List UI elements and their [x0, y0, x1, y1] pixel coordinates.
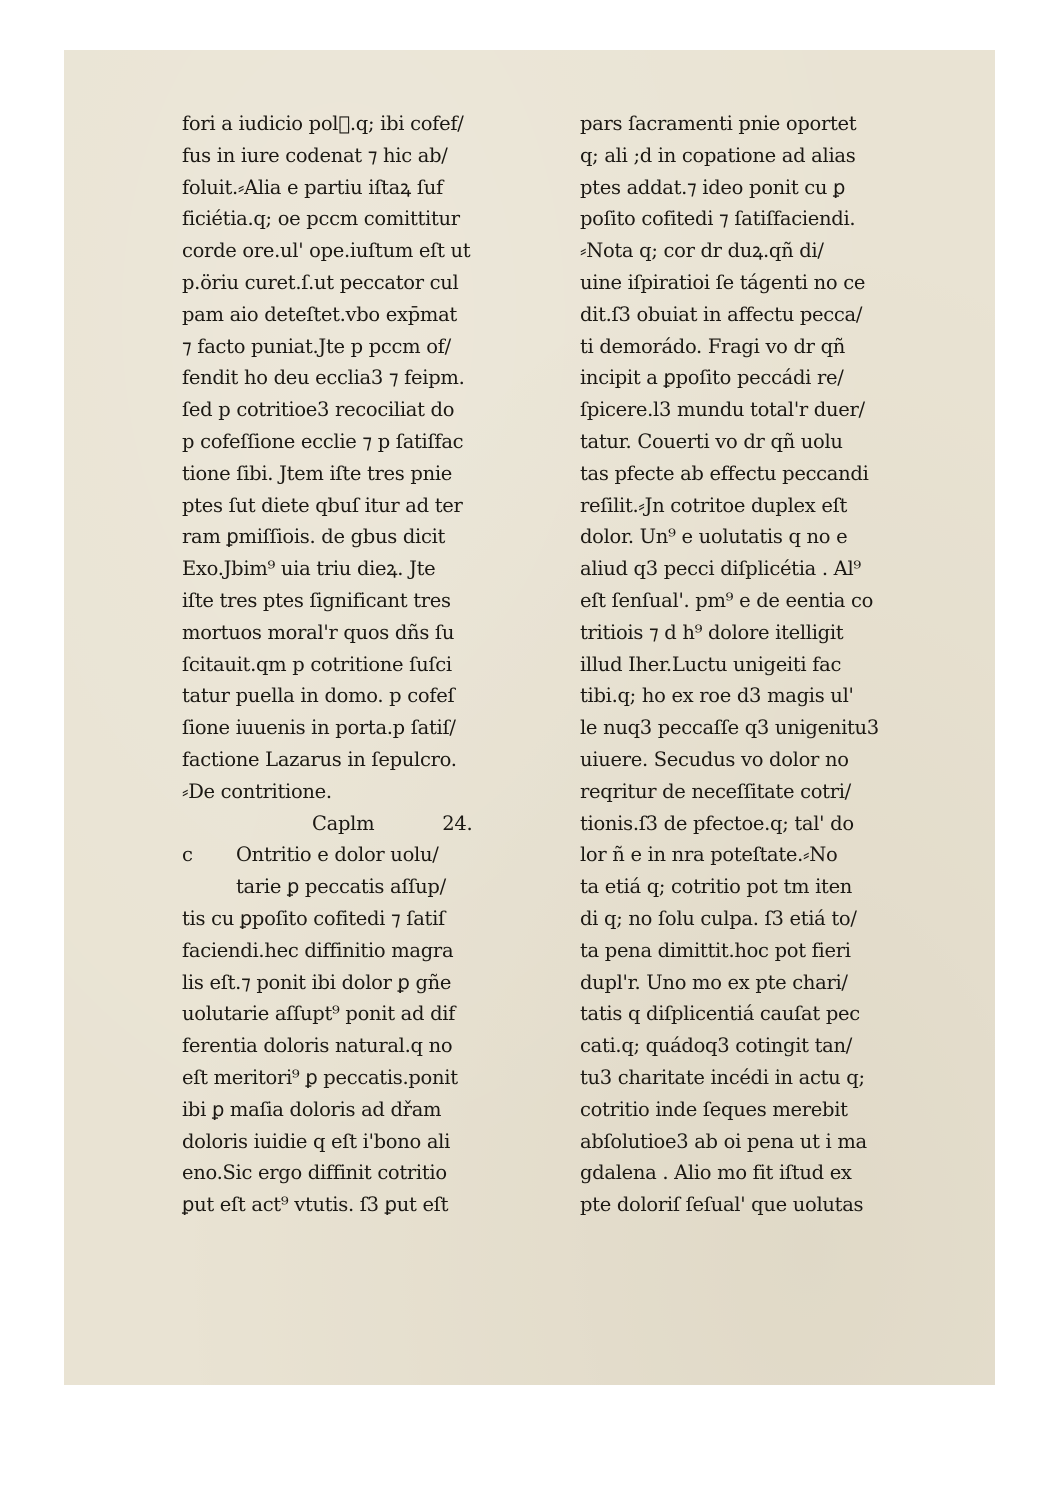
- text-line: q; ali ;d in copatione ad alias: [580, 143, 856, 167]
- text-line: [182, 839, 527, 871]
- text-line: pam aio deteſtet.vbo exp̄mat: [182, 302, 457, 326]
- text-line: Exo.Jbim⁹ uia triu dieꝝ. Jte: [182, 557, 436, 581]
- text-line: tatur. Couerti vo dr qñ uolu: [580, 429, 843, 453]
- text-line: fori a iudicio pol᷑.q; ibi cofef/: [182, 112, 464, 135]
- text-line: tu3 charitate incédi in actu q;: [580, 1065, 865, 1089]
- text-line: ta pena dimittit.hoc pot fieri: [580, 938, 851, 962]
- text-line: aliud q3 pecci diſplicétia . Al⁹: [580, 557, 861, 581]
- text-line: ſcitauit.qm p cotritione ſuſci: [182, 652, 452, 676]
- text-line: uiuere. Secudus vo dolor no: [580, 747, 849, 771]
- text-line: ferentia doloris natural.q no: [182, 1034, 453, 1058]
- text-line: eno.Sic ergo diffinit cotritio: [182, 1161, 447, 1185]
- text-line: ibi ꝑ maſia doloris ad dřam: [182, 1097, 442, 1121]
- text-line: cotritio inde ſeques merebit: [580, 1097, 848, 1121]
- chapter-number: 24.: [442, 811, 473, 835]
- text-line: poſito cofitedi ⁊ ſatiſfaciendi.: [580, 207, 856, 231]
- text-line-content: Ontritio e dolor uolu/: [236, 843, 439, 867]
- text-line: tritiois ⁊ d h⁹ dolore itelligit: [580, 620, 844, 644]
- text-line: faciendi.hec diffinitio magra: [182, 938, 454, 962]
- text-line: fendit ho deu ecclia3 ⁊ feipm.: [182, 366, 465, 390]
- text-line: fus in iure codenat ⁊ hic ab/: [182, 143, 448, 167]
- text-line: foluit.⸗Alia e partiu iſtaꝝ ſuf: [182, 175, 443, 199]
- text-line: uine iſpiratioi ſe tágenti no ce: [580, 270, 866, 294]
- text-line: abſolutioe3 ab oi pena ut i ma: [580, 1129, 867, 1153]
- chapter-heading: [182, 808, 527, 840]
- text-line: tibi.q; ho ex roe d3 magis ul': [580, 684, 854, 708]
- text-line: lis eſt.⁊ ponit ibi dolor ꝑ gñe: [182, 970, 452, 994]
- text-line: ptes ſut diete qbuſ itur ad ter: [182, 493, 463, 517]
- text-line: eſt ſenſual'. pm⁹ e de eentia co: [580, 588, 874, 612]
- text-line: tatur puella in domo. p cofeſ: [182, 684, 455, 708]
- text-line: cati.q; quádoq3 cotingit tan/: [580, 1034, 852, 1058]
- text-line: tas pfecte ab effectu peccandi: [580, 461, 869, 485]
- chapter-label: Caplm: [312, 811, 375, 835]
- text-line: doloris iuidie q eſt i'bono ali: [182, 1129, 451, 1153]
- text-line: ſed p cotritioe3 recociliat do: [182, 398, 455, 422]
- text-line: ⸗De contritione.: [182, 779, 332, 803]
- text-line: uolutarie aſſupt⁹ ponit ad dif: [182, 1002, 456, 1026]
- text-line: le nuq3 peccaſſe q3 unigenitu3: [580, 716, 879, 740]
- text-line: ti demorádo. Fragi vo dr qñ: [580, 334, 846, 358]
- text-line: p.öriu curet.ſ.ut peccator cul: [182, 270, 459, 294]
- text-line: tione ſibi. Jtem iſte tres pnie: [182, 461, 453, 485]
- text-line: ſione iuuenis in porta.p ſatiſ/: [182, 716, 456, 740]
- text-line: corde ore.ul' ope.iuſtum eſt ut: [182, 239, 471, 263]
- left-column: [182, 108, 527, 1221]
- text-line: illud Iher.Luctu unigeiti fac: [580, 652, 842, 676]
- text-line: tatis q diſplicentiá cauſat pec: [580, 1002, 860, 1026]
- text-line: factione Lazarus in ſepulcro.: [182, 747, 457, 771]
- text-line: tis cu ꝑpoſito cofitedi ⁊ ſatiſ: [182, 906, 445, 930]
- text-line: ta etiá q; cotritio pot tm iten: [580, 875, 853, 899]
- text-line: incipit a ꝑpoſito peccádi re/: [580, 366, 844, 390]
- text-line: ꝑut eſt act⁹ vtutis. ſ3 ꝑut eſt: [182, 1193, 449, 1217]
- text-line: reqritur de neceſſitate cotri/: [580, 779, 851, 803]
- text-line: gdalena . Alio mo fit iſtud ex: [580, 1161, 852, 1185]
- text-line: iſte tres ptes ſignificant tres: [182, 588, 451, 612]
- right-column: [580, 108, 945, 1221]
- text-line: tionis.ſ3 de pfectoe.q; tal' do: [580, 811, 854, 835]
- text-line: mortuos moral'r quos dñs ſu: [182, 620, 455, 644]
- text-line: dupl'r. Uno mo ex pte chari/: [580, 970, 848, 994]
- text-line: dolor. Un⁹ e uolutatis q no e: [580, 525, 848, 549]
- text-line: eſt meritori⁹ ꝑ peccatis.ponit: [182, 1065, 458, 1089]
- text-line: lor ñ e in nra poteſtate.⸗No: [580, 843, 838, 867]
- text-line: pte doloriſ ſeſual' que uolutas: [580, 1193, 864, 1217]
- text-line: p cofeſſione ecclie ⁊ p ſatiſfac: [182, 429, 464, 453]
- text-line: dit.ſ3 obuiat in affectu pecca/: [580, 302, 863, 326]
- text-line: ptes addat.⁊ ideo ponit cu ꝑ: [580, 175, 846, 199]
- text-line: reſilit.⸗Jn cotritoe duplex eſt: [580, 493, 848, 517]
- text-line: ficiétia.q; oe pccm comittitur: [182, 207, 460, 231]
- text-line: di q; no ſolu culpa. ſ3 etiá to/: [580, 906, 857, 930]
- text-line: pars ſacramenti pnie oportet: [580, 112, 857, 135]
- text-line: ⁊ facto puniat.Jte p pccm of/: [182, 334, 451, 358]
- text-line: ⸗Nota q; cor dr duꝝ.qñ di/: [580, 239, 824, 263]
- text-line: ſpicere.l3 mundu total'r duer/: [580, 398, 865, 422]
- page-leaf: [64, 50, 995, 1385]
- text-line: tarie ꝑ peccatis aſſup/: [236, 875, 446, 899]
- guide-letter: c: [182, 843, 193, 867]
- text-line: ram ꝑmiſſiois. de gbus dicit: [182, 525, 446, 549]
